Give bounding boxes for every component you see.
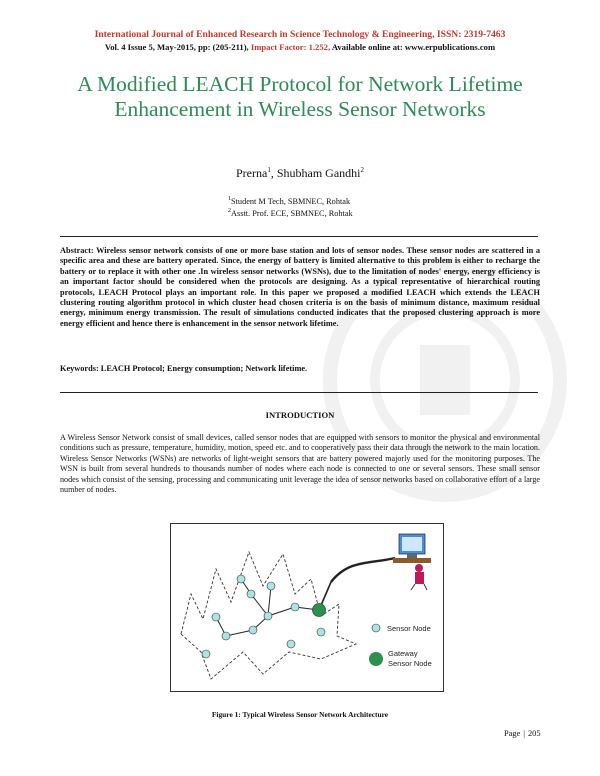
divider [60,392,538,393]
affiliation: $^2$Asstt. Prof. ECE, SBMNEC, Rohtak [228,208,353,218]
sensor-node [222,632,230,640]
abstract: Abstract: Wireless sensor network consists of one or more base station and lots of sensor nodes. These sensor nodes are scattered in a specific area and these are battery operated. Since, the energy of battery is limited alternative to this problem is either to recharge the battery or to replace it with other one .In wireless sensor networks (WSNs), due to the limitation of nodes' energy, energy efficiency is an important factor should be considered when the protocols are designing. As a typical representative of hierarchical routing protocols, LEACH Protocol plays an important role. In this paper we proposed a modified LEACH which extends the LEACH clustering routing algorithm protocol in which cluster head chosen criteria is on the basis of minimum distance, maximum residual energy, minimum energy transmission. The result of simulations conducted indicates that the proposed clustering approach is more energy efficient and hence there is enhancement in the sensor network lifetime. [60,246,540,328]
sensor-node [264,612,272,620]
legend [369,624,432,668]
sensor-node [287,640,295,648]
gateway-node [313,604,326,617]
sensor-node [317,628,325,636]
introduction-paragraph: A Wireless Sensor Network consist of small devices, called sensor nodes that are equipped with sensors to monitor the physical and environmental conditions such as pressure, temperature, humidity, motion, speed etc. and to cooperatively pass their data through the network to the main location. Wireless Sensor Networks (WSNs) are networks of light-weight sensors that are battery powered majorly used for the monitoring purposes. The WSN is built from several hundreds to thousands number of nodes where each node is connected to one or several sensors. These small sensor nodes which consist of the sensing, processing and communicating unit leverage the idea of sensor networks based on collaborative effort of a large number of nodes. [60,433,540,495]
keywords: Keywords: LEACH Protocol; Energy consumption; Network lifetime. [60,364,308,373]
sensor-nodes [202,575,326,658]
sensor-node [291,603,299,611]
sensor-node [212,613,220,621]
journal-volume-info: Vol. 4 Issue 5, May-2015, pp: (205-211), Impact Factor: 1.252, Available online at: www.erpublications.com [104,42,496,52]
legend-sensor-icon [372,624,380,632]
wsn-diagram [171,524,443,691]
legend-gateway-label: Sensor Node [388,659,432,668]
sensor-node [249,626,257,634]
section-heading: INTRODUCTION [265,410,335,420]
figure-wsn-architecture [170,523,444,692]
sensor-node [237,575,245,583]
sensor-node [202,650,210,658]
paper-title: A Modified LEACH Protocol for Network Lifetime Enhancement in Wireless Sensor Networks [77,72,523,121]
sensor-node [247,590,255,598]
author-name: Shubham Gandhi [276,166,361,180]
impact-factor: Impact Factor: 1.252, [250,42,331,52]
legend-gateway-label: Gateway [388,649,418,658]
sensor-node [267,582,275,590]
user-workstation-icon [393,534,431,590]
affiliation: $^1$Student M Tech, SBMNEC, Rohtak [228,196,351,206]
legend-sensor-label: Sensor Node [387,624,431,633]
page-number: 205 [527,729,541,738]
author-name: Prerna [236,166,268,180]
divider [60,236,538,237]
figure-caption: Figure 1: Typical Wireless Sensor Network Architecture [211,710,389,719]
author-list: Prerna$^1$, Shubham Gandhi$^2$ [236,166,364,180]
journal-name: International Journal of Enhanced Research in Science Technology & Engineering, ISSN: 2319-7463 [94,29,506,40]
legend-gateway-icon [369,652,383,666]
page-footer: Page | 205 [504,729,541,738]
journal-issn: ISSN: 2319-7463 [436,29,506,40]
